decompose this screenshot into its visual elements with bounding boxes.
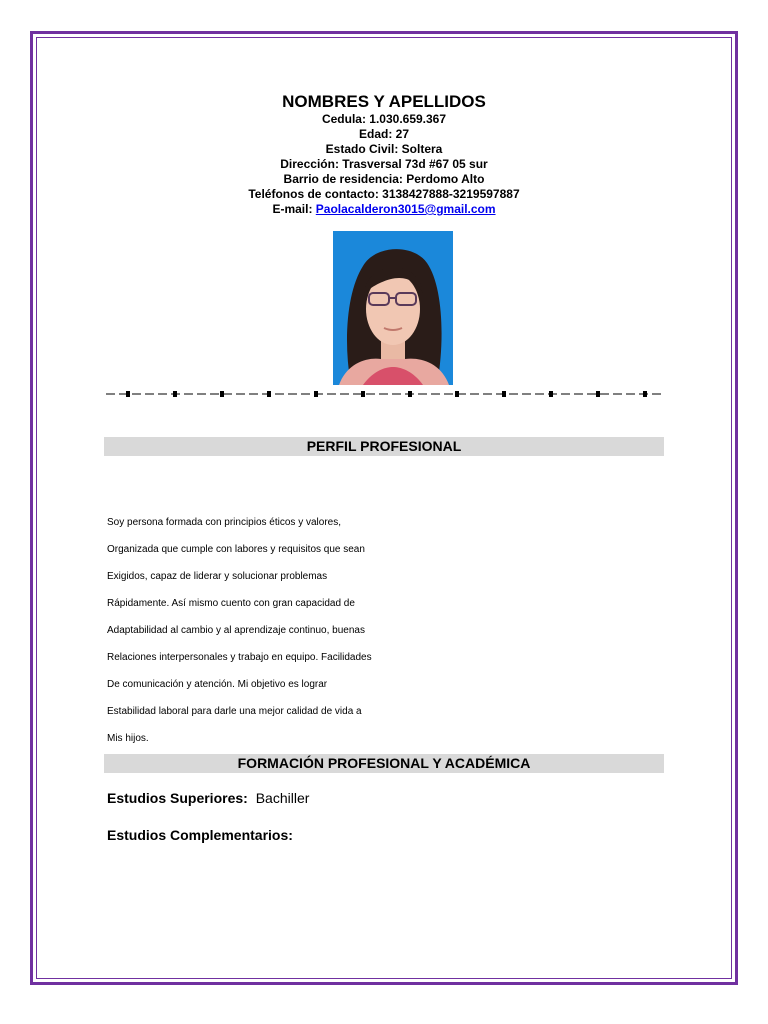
estudios-superiores	[107, 790, 309, 806]
perfil-line: Organizada que cumple con labores y requisitos que sean	[107, 544, 365, 555]
email-line	[0, 202, 768, 217]
section-formacion-title: FORMACIÓN PROFESIONAL Y ACADÉMICA	[104, 754, 664, 773]
perfil-text	[107, 509, 607, 752]
perfil-line: Estabilidad laboral para darle una mejor calidad de vida a	[107, 706, 362, 717]
email-link[interactable]: Paolacalderon3015@gmail.com	[315, 202, 496, 216]
estudios-complementarios-label: Estudios Complementarios:	[107, 827, 293, 843]
estudios-complementarios	[107, 827, 293, 843]
estudios-superiores-value: Bachiller	[255, 790, 310, 806]
edad: Edad: 27	[358, 127, 409, 141]
email-label: E-mail:	[272, 202, 316, 216]
section-perfil-title: PERFIL PROFESIONAL	[104, 437, 664, 456]
direccion: Dirección: Trasversal 73d #67 05 sur	[280, 157, 488, 171]
perfil-line: Adaptabilidad al cambio y al aprendizaje continuo, buenas	[107, 625, 365, 636]
cv-header	[0, 92, 768, 217]
perfil-line: Rápidamente. Así mismo cuento con gran capacidad de	[107, 598, 355, 609]
barrio: Barrio de residencia: Perdomo Alto	[283, 172, 485, 186]
full-name: NOMBRES Y APELLIDOS	[282, 92, 486, 111]
perfil-line: De comunicación y atención. Mi objetivo es lograr	[107, 679, 328, 690]
estudios-superiores-label: Estudios Superiores:	[107, 790, 248, 806]
telefonos: Teléfonos de contacto: 3138427888-3219597887	[248, 187, 520, 201]
cedula: Cedula: 1.030.659.367	[321, 112, 447, 126]
profile-photo	[333, 231, 453, 385]
perfil-line: Soy persona formada con principios éticos y valores,	[107, 517, 342, 528]
perfil-line: Exigidos, capaz de liderar y solucionar problemas	[107, 571, 328, 582]
perfil-line: Mis hijos.	[107, 733, 149, 744]
perfil-line: Relaciones interpersonales y trabajo en equipo. Facilidades	[107, 652, 372, 663]
decorative-divider	[106, 388, 664, 400]
estado-civil: Estado Civil: Soltera	[325, 142, 443, 156]
